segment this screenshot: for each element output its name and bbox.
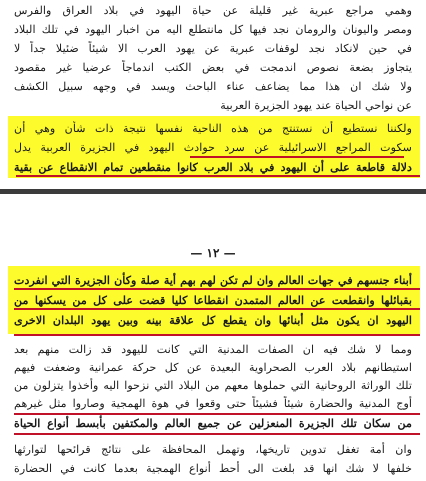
page-divider-bar: [0, 189, 426, 194]
red-underline: [14, 334, 420, 336]
text-line: ومصر واليونان والرومان نجد فيها كل مانتطلع اليه من اخبار اليهود في تلك البلاد: [14, 23, 412, 36]
highlighted-text-line: سكوت المراجع الاسرائيلية عن سرد حوادث اليهود في الجزيرة العربية يدل: [14, 141, 412, 154]
text-line: خلفها لا شك انها قد بلغت الى أحط أنواع الهمجية بعدما كانت في الحضارة: [14, 462, 412, 475]
red-underline: [14, 288, 420, 290]
highlighted-text-line: دلالة قاطعة على أن اليهود في بلاد العرب كانوا منقطعين تمام الانقطاع عن بقية: [14, 160, 412, 174]
red-underline: [14, 413, 420, 415]
highlighted-text-line: ولكننا نستطيع أن نستنتج من هذه الناحية نفسها نتيجة ذات شأن وهي أن: [14, 122, 412, 135]
text-line: من سكان تلك الجزيرة المنعزلين عن جميع العالم والمكتفين بأبسط أنواع الحياة: [14, 416, 412, 430]
text-line: وهمي مراجع عبرية غير قليلة عن حياة اليهود في بلاد العراق والفرس: [14, 4, 412, 17]
document-page-top: [0, 0, 426, 181]
red-underline: [16, 175, 420, 177]
text-line: أوج المدنية والحضارة شيئاً فشيئاً حتى وقعوا في هوة الهمجية وصاروا مثل غيرهم: [14, 397, 412, 410]
page-number: — ١٢ —: [190, 246, 236, 260]
text-line: في حين لانكاد نجد لوقفات عبرية عن يهود العرب الا شيئاً ضئيلا جداً لا: [14, 42, 412, 55]
text-line: تلك الوراثة الروحانية التي حملوها معهم من البلاد التي نزحوا اليه وأخذوا يتزلون من: [14, 379, 412, 392]
text-line: استيطانهم بلاد العرب الصحراوية البعيدة عن كل حركة عمرانية وضعفت فيهم: [14, 361, 412, 374]
red-underline: [14, 433, 420, 435]
highlighted-text-line: اليهود ان يكون مثل أبنائها وان يقطع كل علاقة بينه وبين يهود البلدان الاخرى: [14, 313, 412, 327]
text-line: يتجاوز بضعة نصوص اندمجت في بعض الكتب اندماجاً عرضيا غير مقصود: [14, 61, 412, 74]
red-underline: [14, 308, 420, 310]
highlighted-text-line: أبناء جنسهم في جهات العالم وان لم تكن لهم بهم أية صلة وكأن الجزيرة التي انفردت: [14, 273, 412, 287]
page-divider: [0, 181, 426, 202]
document-page-bottom: [0, 202, 426, 481]
red-underline: [190, 156, 404, 158]
text-line: وان أمة تغفل تدوين تاريخها، وتهمل المحافظة على نتائج قرائحها لتوارثها: [14, 443, 412, 456]
highlighted-text-line: بقبائلها وانقطعت عن العالم المتمدن انقطاعا كليا قضت على كل من يسكنها من: [14, 293, 412, 307]
text-line: عن نواحي الحياة عند يهود الجزيرة العربية: [220, 99, 412, 112]
text-line: ومما لا شك فيه ان الصفات المدنية التي كانت لليهود قد زالت منهم بعد: [14, 343, 412, 356]
text-line: ولا شك ان هذا مما يضاعف عناء الباحث ويسد في وجهه سبيل الكشف: [14, 80, 412, 93]
